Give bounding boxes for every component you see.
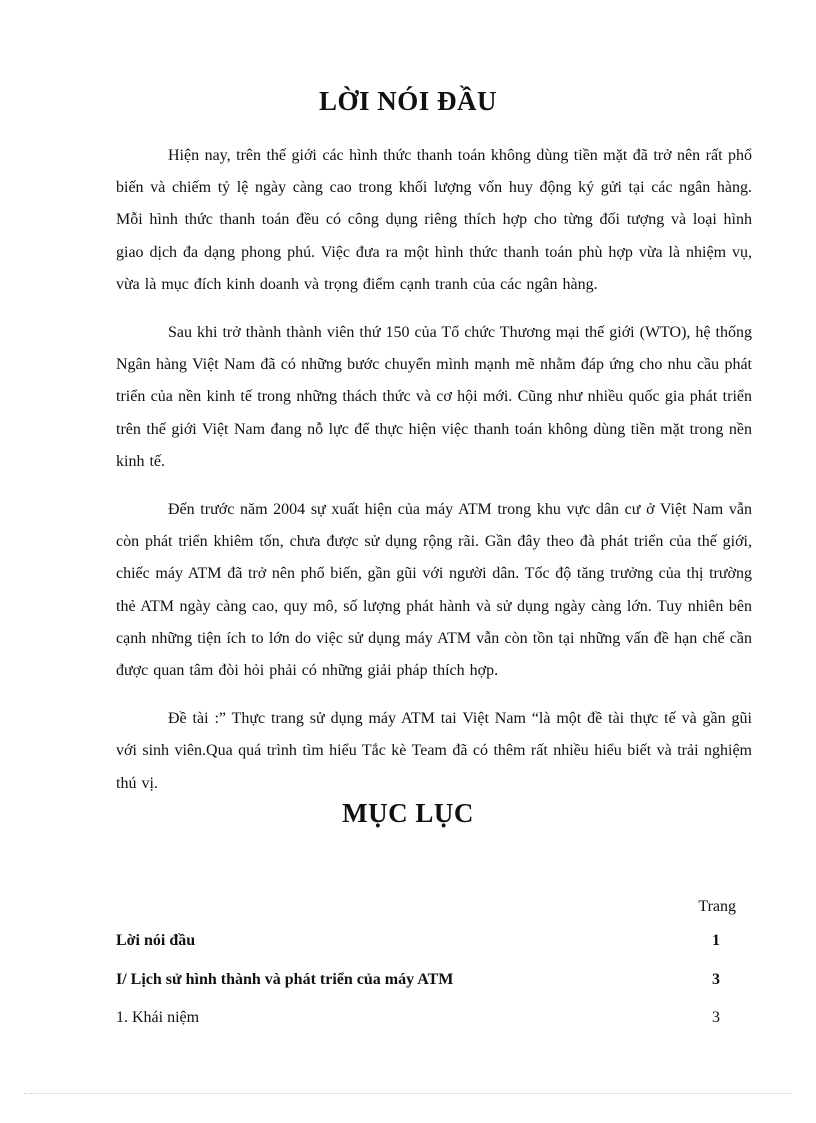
- toc-entry-page: 3: [712, 1009, 720, 1026]
- toc-entry-label: I/ Lịch sử hình thành và phát triển của máy ATM: [116, 970, 454, 988]
- toc-page-header: Trang: [698, 898, 736, 915]
- toc-title: MỤC LỤC: [342, 798, 474, 828]
- table-of-contents: [116, 892, 736, 1038]
- intro-paragraph-4: Đề tài :” Thực trang sử dụng máy ATM tai Việt Nam “là một đề tài thực tế và gần gũi với sinh viên.Qua quá trình tìm hiểu Tắc kè Team đã có thêm rất nhiều hiểu biết và trải nghiệm thú vị.: [116, 710, 752, 792]
- toc-entry[interactable]: [116, 999, 720, 1038]
- intro-body: [116, 140, 752, 816]
- toc-entry-page: 3: [712, 970, 720, 988]
- toc-entry[interactable]: [116, 922, 720, 961]
- intro-paragraph-3: Đến trước năm 2004 sự xuất hiện của máy ATM trong khu vực dân cư ở Việt Nam vẫn còn phát triển khiêm tốn, chưa được sử dụng rộng rãi. Gần đây theo đà phát triển của thế giới, chiếc máy ATM đã trở nên phổ biến, gần gũi với người dân. Tốc độ tăng trưởng của thị trường thẻ ATM ngày càng cao, quy mô, số lượng phát hành và sử dụng ngày càng lớn. Tuy nhiên bên cạnh những tiện ích to lớn do việc sử dụng máy ATM vẫn còn tồn tại những vấn đề hạn chế cần được quan tâm đòi hỏi phải có những giải pháp thích hợp.: [116, 501, 752, 680]
- toc-entry-label: Lời nói đầu: [116, 932, 196, 949]
- toc-entry-label: 1. Khái niệm: [116, 1009, 200, 1026]
- intro-paragraph-1: Hiện nay, trên thế giới các hình thức thanh toán không dùng tiền mặt đã trở nên rất phổ biến và chiếm tỷ lệ ngày càng cao trong khối lượng vốn huy động ký gửi tại các ngân hàng. Mỗi hình thức thanh toán đều có công dụng riêng thích hợp cho từng đối tượng và loại hình giao dịch đa dạng phong phú. Việc đưa ra một hình thức thanh toán phù hợp vừa là nhiệm vụ, vừa là mục đích kinh doanh và trọng điểm cạnh tranh của các ngân hàng.: [116, 147, 752, 293]
- toc-entry-page: 1: [712, 932, 720, 949]
- page-footer-divider: [24, 1093, 792, 1094]
- intro-paragraph-2: Sau khi trở thành thành viên thứ 150 của Tổ chức Thương mại thế giới (WTO), hệ thống Ngân hàng Việt Nam đã có những bước chuyển mình mạnh mẽ nhằm đáp ứng cho nhu cầu phát triển của nền kinh tế trong những thách thức và cơ hội mới. Cũng như nhiều quốc gia phát triển trên thế giới Việt Nam đang nỗ lực để thực hiện việc thanh toán không dùng tiền mặt trong nền kinh tế.: [116, 324, 752, 470]
- intro-title: LỜI NÓI ĐẦU: [318, 86, 498, 116]
- toc-entry[interactable]: [116, 961, 720, 1000]
